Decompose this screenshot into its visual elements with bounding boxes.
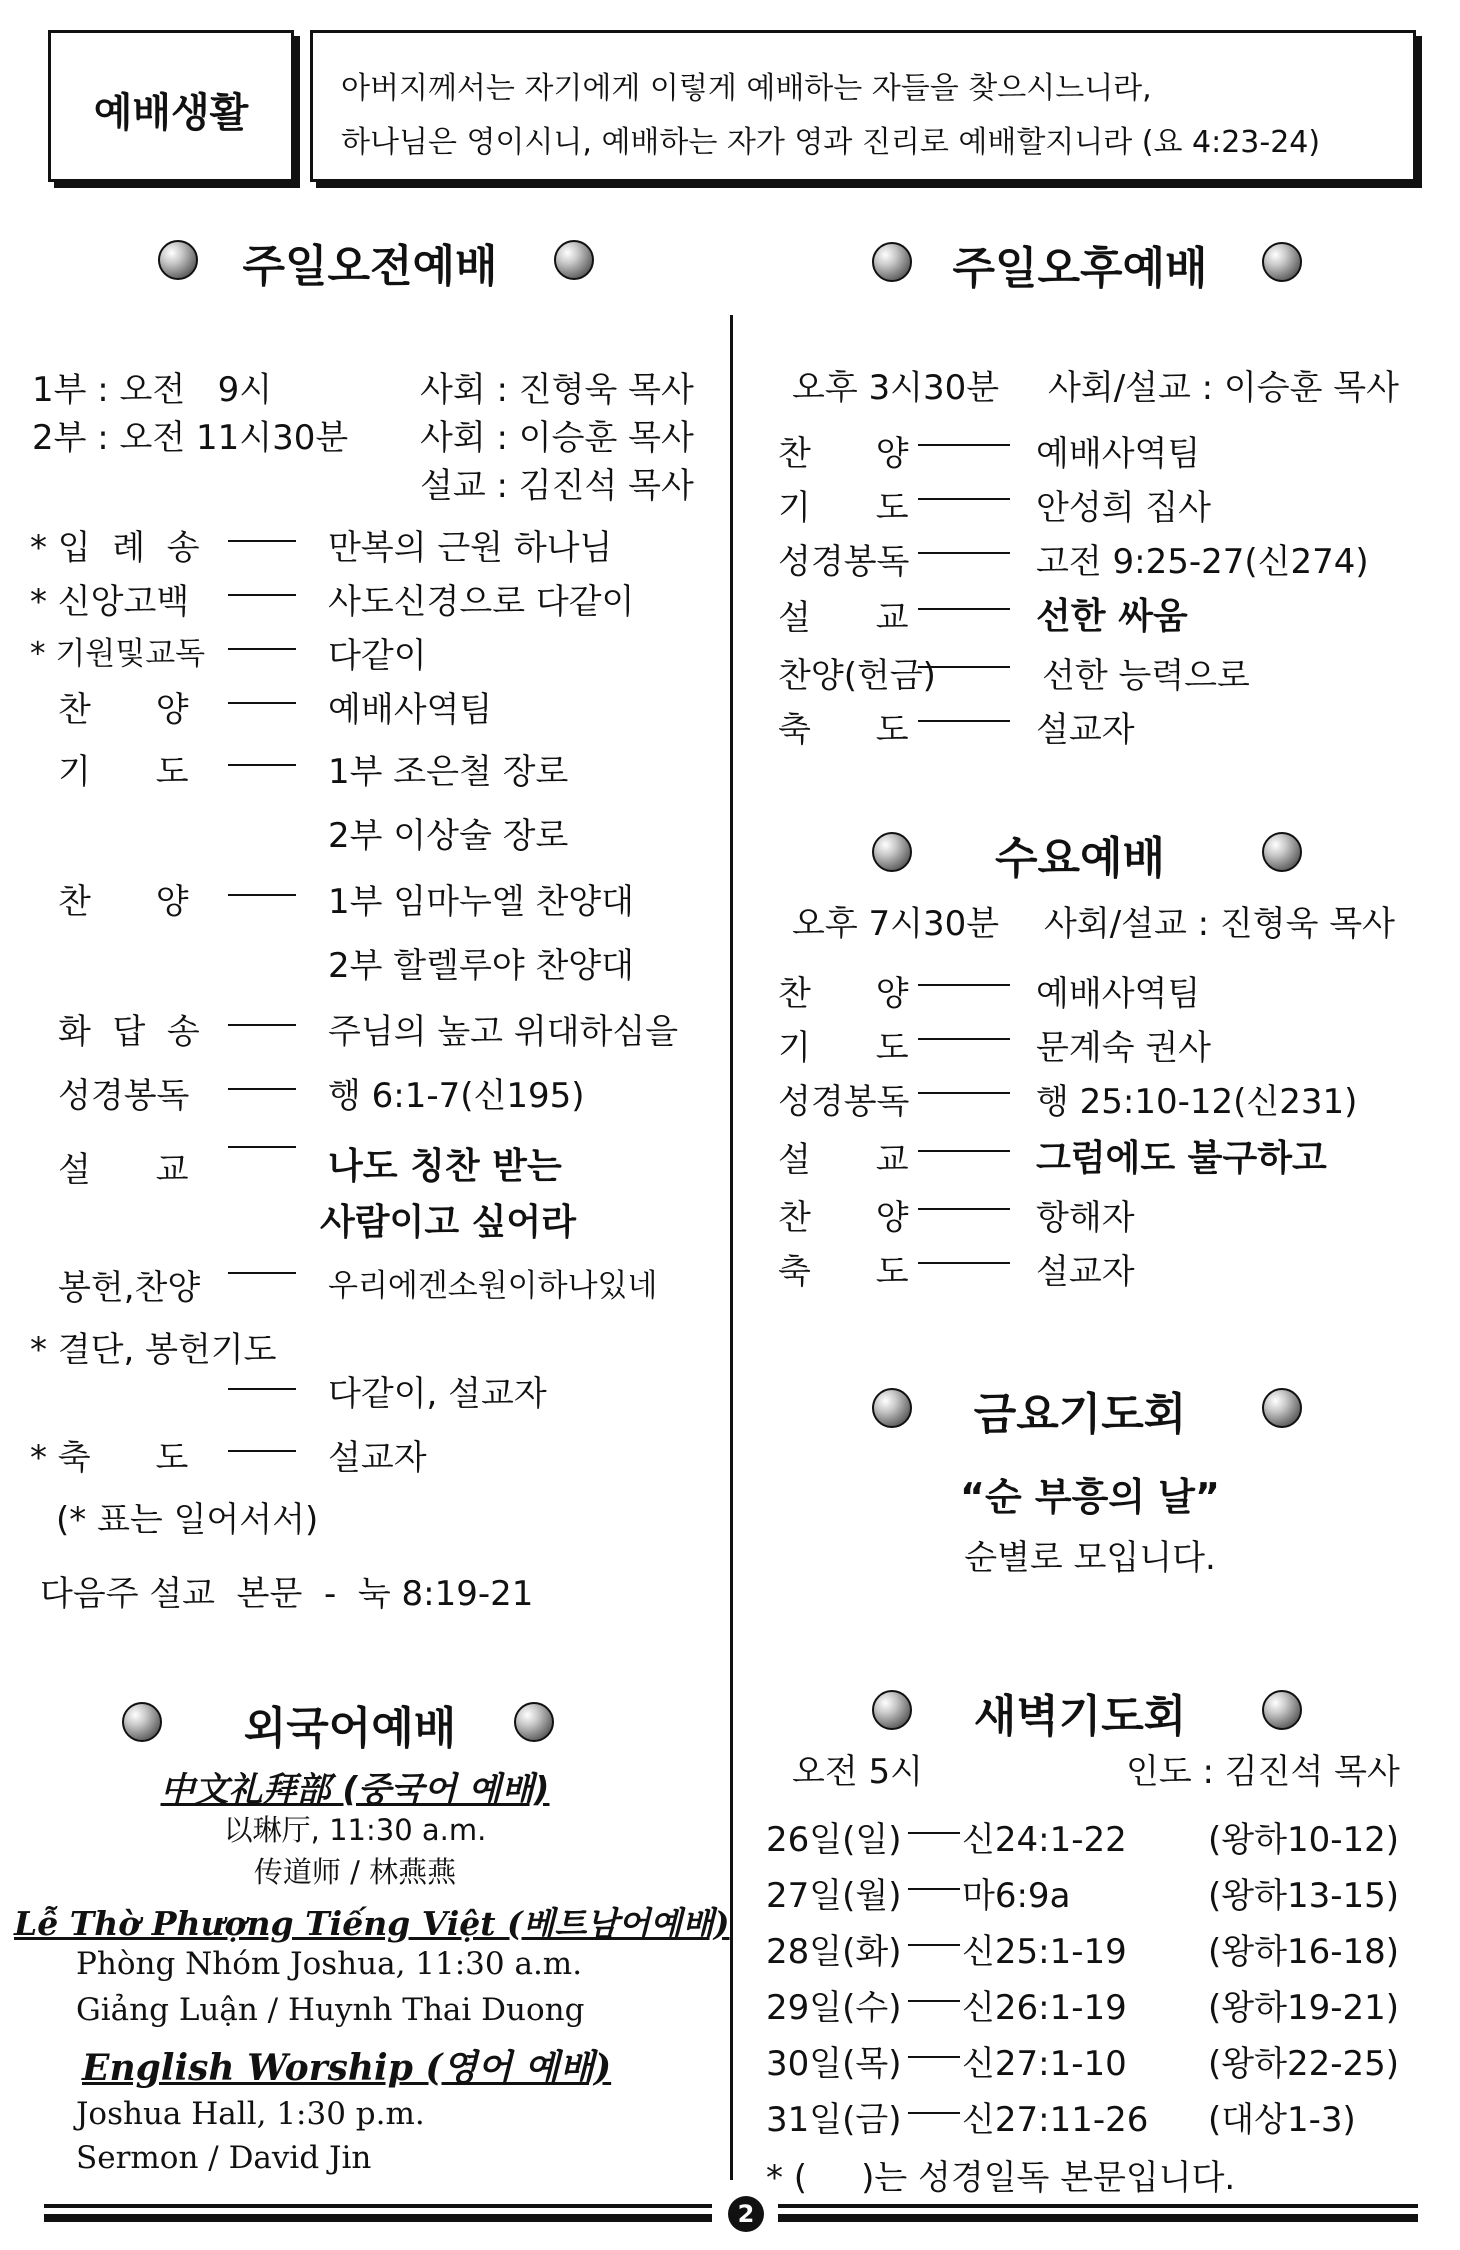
leader-line: [228, 1146, 296, 1148]
order-value: 주님의 높고 위대하심을: [328, 1012, 679, 1052]
order-value: 1부 임마누엘 찬양대: [328, 882, 634, 922]
order-value: 예배사역팀: [1036, 434, 1201, 474]
order-label: 축 도: [778, 1252, 909, 1292]
order-value: 2부 할렐루야 찬양대: [328, 946, 634, 986]
dawn-text: 신27:11-26: [962, 2100, 1149, 2140]
leader-line: [918, 1092, 1010, 1094]
order-value: 예배사역팀: [328, 690, 493, 730]
english-worship-preacher: Sermon / David Jin: [76, 2140, 372, 2176]
leader-line: [908, 1888, 960, 1890]
order-value: 설교자: [328, 1438, 427, 1478]
vietnamese-worship-preacher: Giảng Luận / Huynh Thai Duong: [76, 1992, 585, 2028]
order-value: 예배사역팀: [1036, 974, 1201, 1014]
leader-line: [918, 984, 1010, 986]
dawn-reading: (왕하19-21): [1208, 1988, 1400, 2028]
part2-time: 2부 : 오전 11시30분: [32, 418, 349, 458]
leader-line: [908, 1832, 960, 1834]
dawn-day: 27일(월): [766, 1876, 902, 1916]
leader-line: [918, 1150, 1010, 1152]
order-label: * 축 도: [30, 1438, 189, 1478]
title-bullet-icon: [554, 240, 594, 280]
leader-line: [918, 1038, 1010, 1040]
order-value: 안성희 집사: [1036, 488, 1212, 528]
column-divider: [730, 315, 733, 2180]
footer-rule-left: [44, 2204, 712, 2208]
order-label: 찬양(헌금): [778, 656, 936, 696]
next-sermon-text: 다음주 설교 본문 - 눅 8:19-21: [40, 1574, 534, 1614]
leader-line: [918, 666, 1010, 668]
order-value: 설교자: [1036, 710, 1135, 750]
foreign-title: 외국어예배: [243, 1703, 457, 1754]
dawn-reading: (대상1-3): [1208, 2100, 1356, 2140]
leader-line: [228, 648, 296, 650]
header-label: 예배생활: [93, 90, 249, 136]
order-label: 찬 양: [778, 434, 909, 474]
preacher: 설교 : 김진석 목사: [420, 466, 694, 506]
order-label: 성경봉독: [778, 1082, 910, 1122]
leader-line: [918, 608, 1010, 610]
leader-line: [908, 2112, 960, 2114]
wednesday-title: 수요예배: [994, 833, 1165, 884]
dawn-time: 오전 5시: [792, 1752, 923, 1792]
title-bullet-icon: [872, 1388, 912, 1428]
afternoon-time: 오후 3시30분: [792, 368, 1000, 408]
leader-line: [918, 720, 1010, 722]
order-value: 고전 9:25-27(신274): [1036, 542, 1369, 582]
order-label: * 신앙고백: [30, 582, 190, 622]
order-label: 찬 양: [58, 690, 189, 730]
leader-line: [918, 1208, 1010, 1210]
leader-line: [918, 444, 1010, 446]
order-label: * 결단, 봉헌기도: [30, 1330, 277, 1370]
leader-line: [228, 1388, 296, 1390]
order-value: 2부 이상술 장로: [328, 816, 569, 856]
order-value: 항해자: [1036, 1198, 1135, 1238]
vietnamese-worship-title: Lễ Thờ Phượng Tiếng Việt (베트남어예배): [14, 1904, 730, 1943]
friday-title: 금요기도회: [973, 1389, 1187, 1440]
title-bullet-icon: [872, 832, 912, 872]
vietnamese-worship-place: Phòng Nhóm Joshua, 11:30 a.m.: [76, 1946, 583, 1982]
order-label: 기 도: [778, 488, 909, 528]
title-bullet-icon: [122, 1702, 162, 1742]
leader-line: [228, 1088, 296, 1090]
leader-line: [918, 498, 1010, 500]
afternoon-host: 사회/설교 : 이승훈 목사: [1048, 368, 1399, 408]
title-bullet-icon: [1262, 242, 1302, 282]
order-value: 1부 조은철 장로: [328, 752, 569, 792]
order-value: 다같이: [328, 636, 427, 676]
order-label: 봉헌,찬양: [58, 1268, 201, 1308]
order-label: 성경봉독: [58, 1076, 190, 1116]
leader-line: [228, 894, 296, 896]
leader-line: [918, 1262, 1010, 1264]
chinese-worship-title: 中文礼拜部 (중국어 예배): [160, 1770, 550, 1810]
friday-note: 순별로 모입니다.: [964, 1538, 1216, 1578]
dawn-reading: (왕하13-15): [1208, 1876, 1400, 1916]
order-value: 설교자: [1036, 1252, 1135, 1292]
order-label: * 기원및교독: [30, 636, 206, 672]
sermon-title: 사람이고 싶어라: [320, 1202, 576, 1243]
page-number-badge: [728, 2196, 764, 2232]
title-bullet-icon: [1262, 1690, 1302, 1730]
dawn-day: 28일(화): [766, 1932, 902, 1972]
title-bullet-icon: [872, 1690, 912, 1730]
leader-line: [908, 2000, 960, 2002]
title-bullet-icon: [1262, 832, 1302, 872]
dawn-day: 31일(금): [766, 2100, 902, 2140]
order-label: 찬 양: [778, 974, 909, 1014]
footer-rule-right: [778, 2204, 1418, 2208]
leader-line: [228, 540, 296, 542]
order-value: 선한 능력으로: [1042, 656, 1250, 696]
english-worship-title: English Worship (영어 예배): [82, 2047, 612, 2089]
order-label: 기 도: [58, 752, 189, 792]
order-value: 문계숙 권사: [1036, 1028, 1212, 1068]
header-verse-box: [310, 30, 1416, 182]
dawn-text: 신24:1-22: [962, 1820, 1127, 1860]
order-label: 성경봉독: [778, 542, 910, 582]
leader-line: [228, 1272, 296, 1274]
dawn-text: 신26:1-19: [962, 1988, 1127, 2028]
wednesday-time: 오후 7시30분: [792, 904, 1000, 944]
dawn-reading: (왕하16-18): [1208, 1932, 1400, 1972]
dawn-note: * ( )는 성경일독 본문입니다.: [766, 2158, 1236, 2198]
english-worship-place: Joshua Hall, 1:30 p.m.: [76, 2096, 425, 2132]
dawn-leader: 인도 : 김진석 목사: [1126, 1752, 1400, 1792]
order-value: 행 6:1-7(신195): [328, 1076, 585, 1116]
afternoon-title: 주일오후예배: [952, 243, 1208, 294]
dawn-title: 새벽기도회: [973, 1691, 1187, 1742]
sermon-title: 그럼에도 불구하고: [1036, 1138, 1327, 1179]
order-label: * 입 례 송: [30, 528, 200, 568]
order-label: 축 도: [778, 710, 909, 750]
verse-line-1: 아버지께서는 자기에게 이렇게 예배하는 자들을 찾으시느니라,: [341, 71, 1152, 106]
order-label: 설 교: [778, 598, 909, 638]
dawn-day: 30일(목): [766, 2044, 902, 2084]
part1-time: 1부 : 오전 9시: [32, 370, 273, 410]
footer-rule-right: [778, 2214, 1418, 2222]
page-number: 2: [737, 2200, 755, 2228]
chinese-worship-place: 以琳厅, 11:30 a.m.: [223, 1813, 487, 1847]
host-1: 사회 : 진형욱 목사: [420, 370, 694, 410]
footer-rule-left: [44, 2214, 712, 2222]
leader-line: [228, 702, 296, 704]
order-value: 사도신경으로 다같이: [328, 582, 635, 622]
order-value: 행 25:10-12(신231): [1036, 1082, 1358, 1122]
morning-title: 주일오전예배: [242, 241, 498, 292]
header-label-box: [48, 30, 294, 182]
leader-line: [228, 1024, 296, 1026]
title-bullet-icon: [1262, 1388, 1302, 1428]
leader-line: [908, 2056, 960, 2058]
dawn-text: 마6:9a: [962, 1876, 1071, 1916]
order-value: 다같이, 설교자: [328, 1374, 547, 1414]
dawn-text: 신25:1-19: [962, 1932, 1127, 1972]
title-bullet-icon: [514, 1702, 554, 1742]
leader-line: [228, 1450, 296, 1452]
chinese-worship-preacher: 传道师 / 林燕燕: [253, 1855, 457, 1889]
verse-line-2: 하나님은 영이시니, 예배하는 자가 영과 진리로 예배할지니라 (요 4:23-24): [341, 125, 1321, 160]
order-label: 기 도: [778, 1028, 909, 1068]
dawn-reading: (왕하22-25): [1208, 2044, 1400, 2084]
order-value: 우리에겐소원이하나있네: [328, 1268, 658, 1304]
leader-line: [228, 764, 296, 766]
dawn-day: 29일(수): [766, 1988, 902, 2028]
title-bullet-icon: [872, 242, 912, 282]
host-2: 사회 : 이승훈 목사: [420, 418, 694, 458]
wednesday-host: 사회/설교 : 진형욱 목사: [1044, 904, 1395, 944]
standing-note: (* 표는 일어서서): [56, 1500, 319, 1540]
dawn-day: 26일(일): [766, 1820, 902, 1860]
sermon-title: 선한 싸움: [1036, 596, 1188, 637]
leader-line: [908, 1944, 960, 1946]
sermon-title: 나도 칭찬 받는: [328, 1146, 562, 1187]
order-label: 설 교: [778, 1140, 909, 1180]
dawn-reading: (왕하10-12): [1208, 1820, 1400, 1860]
order-label: 찬 양: [778, 1198, 909, 1238]
friday-subtitle: “순 부흥의 날”: [960, 1475, 1220, 1519]
leader-line: [918, 552, 1010, 554]
title-bullet-icon: [158, 240, 198, 280]
order-label: 화 답 송: [58, 1012, 200, 1052]
order-label: 찬 양: [58, 882, 189, 922]
dawn-text: 신27:1-10: [962, 2044, 1127, 2084]
order-value: 만복의 근원 하나님: [328, 528, 613, 568]
order-label: 설 교: [58, 1150, 189, 1190]
leader-line: [228, 594, 296, 596]
